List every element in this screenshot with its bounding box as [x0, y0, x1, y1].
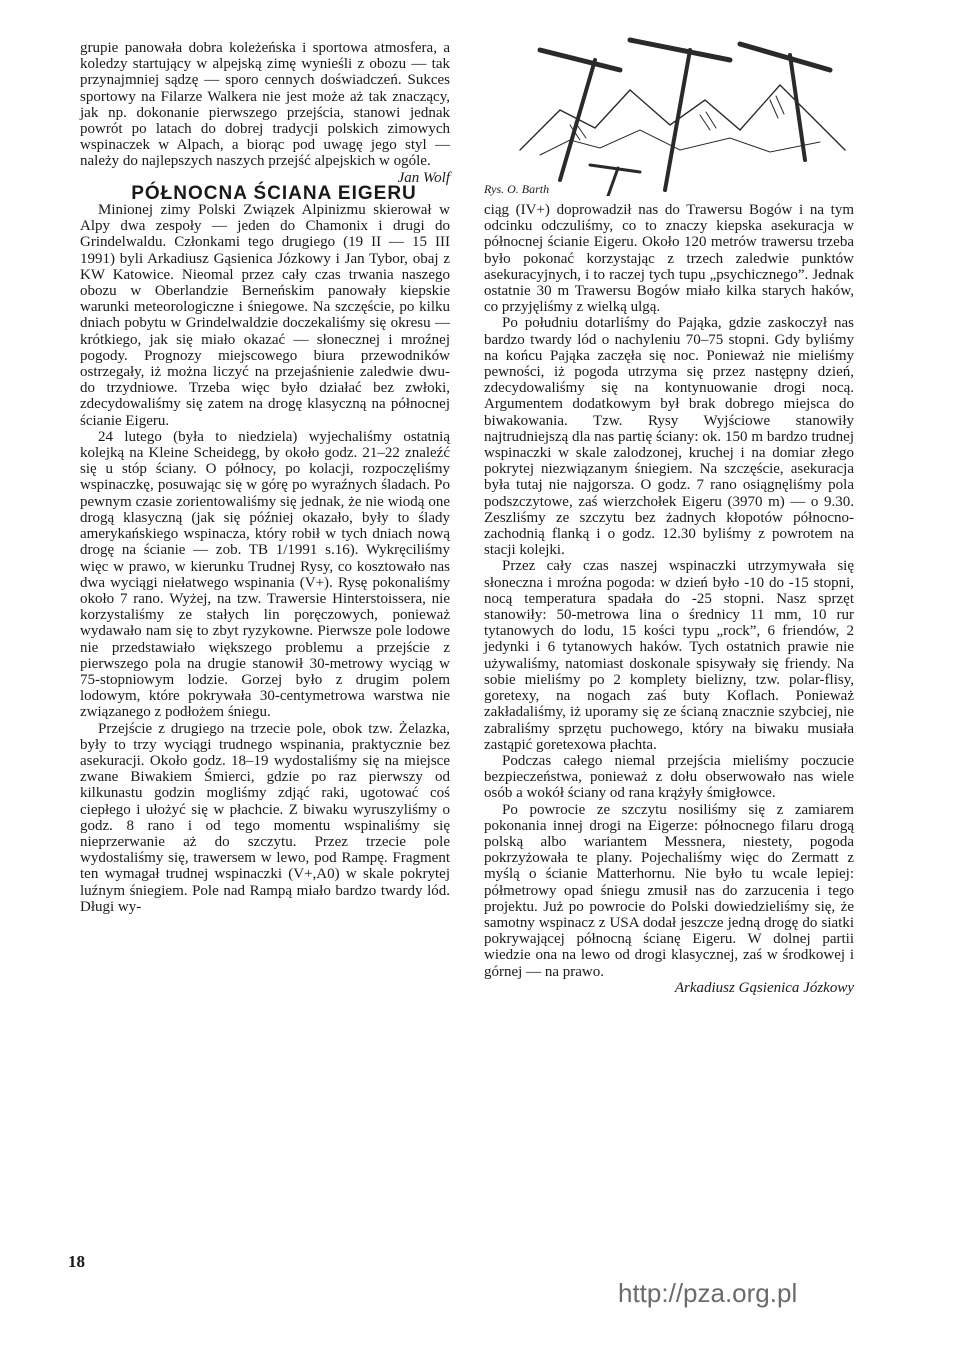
body-paragraph: Podczas całego niemal przejścia mieliśmy poczucie bezpieczeństwa, ponieważ z dołu obserwowało nas wiele osób a wokół ściany od rana krążyły śmigłowce.: [484, 752, 854, 802]
body-paragraph: Przejście z drugiego na trzecie pole, obok tzw. Żelazka, były to trzy wyciągi trudnego wspinania, praktycznie bez asekuracji. Około godz. 18–19 wydostaliśmy się na miejsce zwane Biwakiem Śmierci, gdzie po raz pierwszy od kilkunastu godzin mogliśmy zdjąć raki, ugotować coś ciepłego i ułożyć się w płachcie. Z biwaku wyruszyliśmy o godz. 8 rano i od tego momentu wspinaliśmy się nieprzerwanie aż do szczytu. Przez trzecie pole wydostaliśmy się, trawersem w lewo, pod Rampę. Fragment ten wymagał trudnej wspinaczki (V+,A0) w skale pokrytej luźnym śniegiem. Pole nad Rampą miało bardzo twardy lód. Długi wy-: [80, 720, 450, 915]
right-column: [484, 202, 854, 996]
body-paragraph: Po południu dotarliśmy do Pająka, gdzie zaskoczył nas bardzo twardy lód o nachyleniu 70–75 stopni. Gdy byliśmy na końcu Pająka zaczęła się noc. Ponieważ nie mieliśmy pewności, iż pogoda utrzyma się przez następny dzień, zdecydowaliśmy się na kontynuowanie drogi nocą. Argumentem dodatkowym był brak dobrego miejsca do biwakowania. Tzw. Rysy Wyjściowe stanowiły najtrudniejszą dla nas partię ściany: ok. 150 m bardzo trudnej wspinaczki w skale zalodzonej, kruchej i na domiar złego pokrytej niezwiązanym śniegiem. Na szczęście, asekuracja była tutaj nie najgorsza. O godz. 7 rano osiągnęliśmy pola podszczytowe, zaś wierzchołek Eigeru (3970 m) — o 9.30. Zeszliśmy ze szczytu bez żadnych kłopotów północno-zachodnią flanką i o godz. 12.30 byliśmy z powrotem na stacji kolejki.: [484, 315, 854, 559]
body-paragraph: Przez cały czas naszej wspinaczki utrzymywała się słoneczna i mroźna pogoda: w dzień było -10 do -15 stopni, nocą temperatura spadała do -25 stopni. Nasz sprzęt stanowiły: 50-metrowa lina o średnicy 11 mm, 10 rur tytanowych do lodu, 15 kości typu „rock”, 6 friendów, 2 jedynki i 6 tytanowych haków. Tych ostatnich prawie nie używaliśmy, natomiast doskonale spisywały się friendy. Na sobie mieliśmy po 2 komplety bielizny, tzw. polar-flisy, goretexy, na nogach zaś buty Koflach. Ponieważ zakładaliśmy, iż uporamy się ze ścianą znacznie szybciej, nie zabraliśmy sprzętu puchowego, który na biwaku musiała zastąpić goretexowa płachta.: [484, 558, 854, 753]
body-paragraph: Minionej zimy Polski Związek Alpinizmu skierował w Alpy dwa zespoły — jeden do Chamonix i drugi do Grindelwaldu. Członkami tego drugiego (19 II — 15 III 1991) byli Arkadiusz Gąsienica Józkowy i Jan Tybor, obaj z KW Katowice. Nieomal przez cały czas trwania naszego obozu w Oberlandzie Berneńskim panowały kiepskie warunki meteorologiczne i śniegowe. Na szczęście, po kilku dniach pobytu w Grindelwaldzie doczekaliśmy się okresu — krótkiego, jak się miało okazać — słonecznej i mroźnej pogody. Prognozy miejscowego biura przewodników ostrzegały, iż można liczyć na przejaśnienie zaledwie dwu- do trzydniowe. Trzeba więc było działać bez zwłoki, zdecydowaliśmy się zatem na drogę klasyczną na północnej ścianie Eigeru.: [80, 202, 450, 429]
body-paragraph: Po powrocie ze szczytu nosiliśmy się z zamiarem pokonania innej drogi na Eigerze: północnego filaru drogą polską albo wariantem Messnera, niestety, pogoda pokrzyżowała te plany. Pojechaliśmy więc do Zermatt z myślą o ścianie Matterhornu. Nie było tu wcale lepiej: półmetrowy opad śniegu zmusił nas do zarzucenia i tego projektu. Już po powrocie do Polski dowiedzieliśmy się, że samotny wspinacz z USA dodał jeszcze jedną drogę do siatki pokrywającej północną ścianę Eigeru. W dolnej partii wiedzie ona na lewo od drogi klasycznej, zaś w środkowej i górnej — na prawo.: [484, 801, 854, 980]
body-paragraph: 24 lutego (była to niedziela) wyjechaliśmy ostatnią kolejką na Kleine Scheidegg, by około godz. 21–22 znaleźć się u stóp ściany. O północy, po kolacji, rozpoczęliśmy wspinaczkę, posuwając się w górę po wyraźnych śladach. Po pewnym czasie zorientowaliśmy się jednak, że nie wiodą one drogą klasyczną (jak się później okazało, były to ślady amerykańskiego wspinacza, który robił w tych dniach nową drogę na ścianie — zob. TB 1/1991 s.16). Wykręciliśmy więc w prawo, w kierunku Trudnej Rysy, co kosztowało nas dwa wyciągi niełatwego wspinania (V+). Rysę pokonaliśmy około 7 rano. Wyżej, na tzw. Trawersie Hinterstoissera, nie korzystaliśmy ze stałych lin poręczowych, ponieważ wydawało nam się to zbyt ryzykowne. Pierwsze pole lodowe nie przedstawiało większego problemu a przejście z pierwszego pola na drugie stanowił 30-metrowy wyciąg w 75-stopniowym lodzie. Gorzej było z drugim polem lodowym, które pokrywała 30-centymetrowa warstwa nie związanego z podłożem śniegu.: [80, 428, 450, 721]
page-number: 18: [68, 1252, 85, 1271]
body-paragraph: ciąg (IV+) doprowadził nas do Trawersu Bogów i na tym odcinku odczuliśmy, co to znaczy kiepska asekuracja w północnej ścianie Eigeru. Około 120 metrów trawersu trzeba było pokonać korzystając z trzech zaledwie punktów asekuracyjnych, i to raczej tych tupu „psychicznego”. Jednak ostatnie 30 m Trawersu Bogów miało kilka starych haków, co przyjęliśmy z wielką ulgą.: [484, 202, 854, 316]
intro-paragraph: grupie panowała dobra koleżeńska i sportowa atmosfera, a koledzy startujący w alpejską zimę wynieśli z obozu — tak przynajmniej sądzę — sporo cennych doświadczeń. Sukces sportowy na Filarze Walkera nie jest może aż tak znaczący, jak np. dokonanie pierwszego przejścia, stanowi jednak powrót po latach do dobrej tradycji polskich zimowych wspinaczek w Alpach, a biorąc pod uwagę jego styl — należy do najlepszych naszych przejść alpejskich w ogóle.: [80, 40, 450, 170]
ice-axes-drawing-icon: [500, 30, 850, 196]
article-author: Arkadiusz Gąsienica Józkowy: [674, 979, 854, 996]
article-title: PÓŁNOCNA ŚCIANA EIGERU: [131, 182, 417, 204]
intro-author: Jan Wolf: [397, 169, 450, 186]
illustration-caption: Rys. O. Barth: [484, 182, 550, 196]
source-watermark: http://pza.org.pl: [618, 1278, 798, 1308]
left-column: [80, 40, 450, 915]
